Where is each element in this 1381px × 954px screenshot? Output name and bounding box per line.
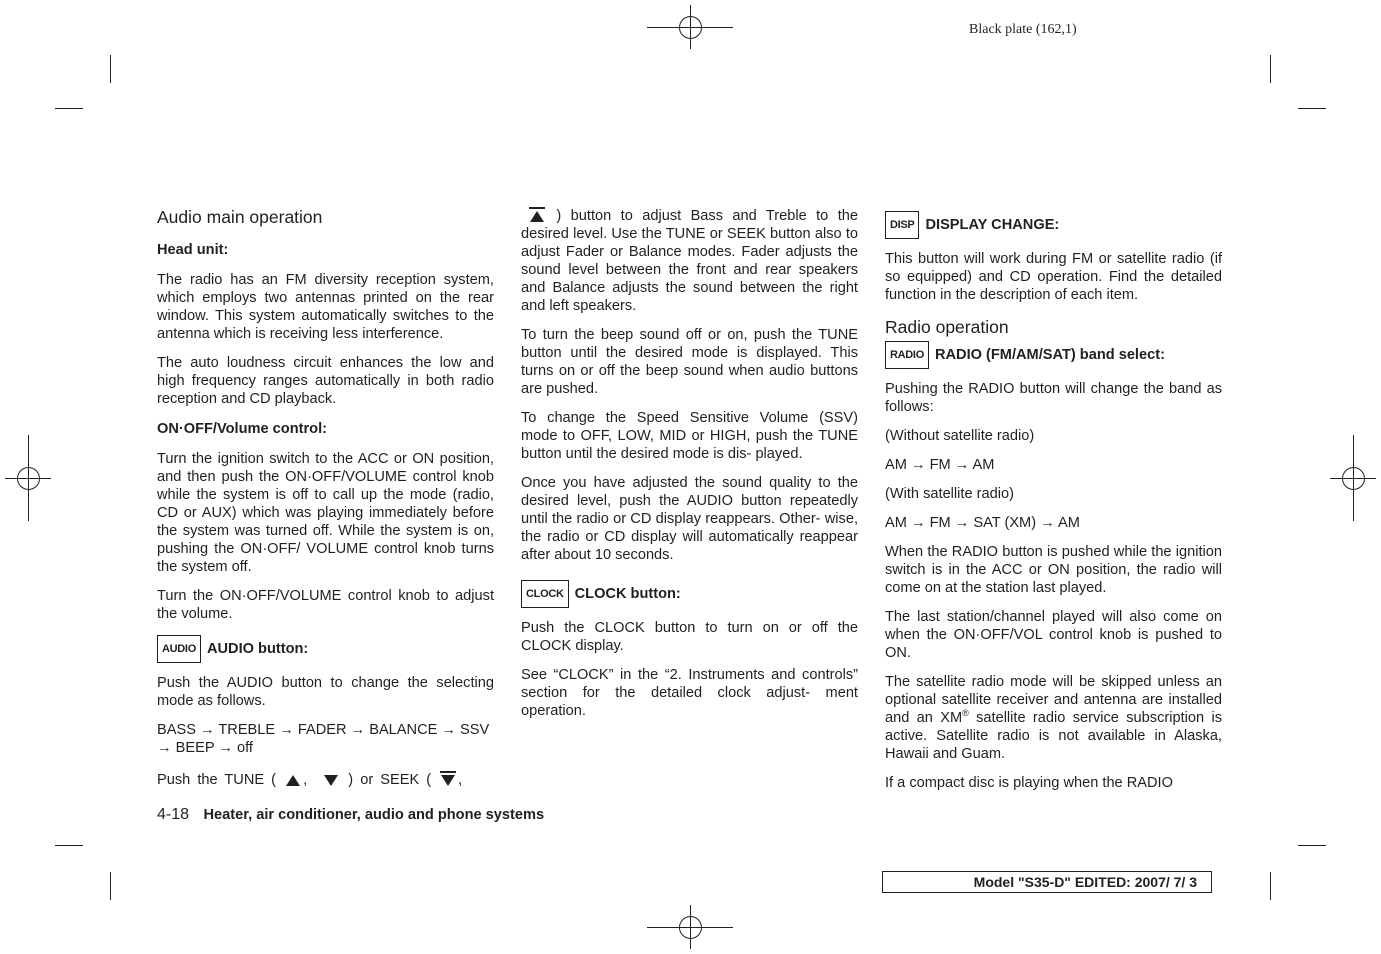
disp-button-icon: DISP — [885, 211, 919, 239]
radio-button-heading — [885, 341, 1222, 369]
paragraph: If a compact disc is playing when the RADIO — [885, 775, 1173, 791]
registered-mark: ® — [962, 708, 969, 719]
text-fragment: , — [303, 772, 308, 788]
paragraph: BASS → TREBLE → FADER → BALANCE → SSV → BEEP → off — [157, 722, 490, 756]
model-edited-box: Model "S35-D" EDITED: 2007/ 7/ 3 — [882, 871, 1212, 893]
clock-button-title: CLOCK button: — [574, 586, 681, 602]
radio-button-title: RADIO (FM/AM/SAT) band select: — [934, 347, 1165, 363]
disp-button-title: DISPLAY CHANGE: — [925, 217, 1060, 233]
subheading-onoff: ON·OFF/Volume control: — [157, 421, 327, 437]
audio-button-title: AUDIO button: — [206, 641, 309, 657]
paragraph: To turn the beep sound off or on, push the TUNE button until the desired mode is displayed. This turns on or off the beep sound when audio buttons are pushed. — [521, 327, 858, 397]
seek-up-icon — [527, 207, 547, 225]
paragraph: This button will work during FM or satellite radio (if so equipped) and CD operation. Find the detailed function in the description of each item. — [885, 251, 1222, 303]
column-1 — [157, 205, 494, 800]
disp-button-heading — [885, 211, 1222, 239]
text-fragment: The satellite radio mode will be skipped unless an optional satellite receiver and antenna are installed and an XM — [885, 674, 1222, 726]
audio-button-heading — [157, 635, 494, 663]
paragraph: When the RADIO button is pushed while the ignition switch is in the ACC or ON position, the radio will come on at the station last played. — [885, 544, 1222, 596]
page-number: 4-18 — [157, 806, 190, 823]
plate-label: Black plate (162,1) — [969, 22, 1077, 37]
section-heading-audio: Audio main operation — [157, 207, 323, 227]
paragraph: (Without satellite radio) — [885, 428, 1035, 444]
clock-button-icon: CLOCK — [521, 580, 569, 608]
text-fragment: Push the TUNE ( — [157, 772, 277, 788]
text-fragment: satellite radio service subscription is active. Satellite radio is not available in Alaska, Hawaii and Guam. — [885, 710, 1222, 762]
paragraph: AM → FM → SAT (XM) → AM — [885, 515, 1080, 531]
paragraph: Push the AUDIO button to change the selecting mode as follows. — [157, 675, 494, 709]
paragraph: The radio has an FM diversity reception system, which employs two antennas printed on the rear window. This system automatically switches to the antenna which is receiving less interference. — [157, 272, 494, 342]
text-fragment: ) button to adjust Bass and Treble to the desired level. Use the TUNE or SEEK button also to adjust Fader or Balance modes. Fader adjusts the sound level between the front and rear speakers and Balance adjusts the sound between the right and left speakers. — [521, 208, 858, 314]
section-title: Heater, air conditioner, audio and phone systems — [203, 807, 545, 823]
paragraph: The auto loudness circuit enhances the low and high frequency ranges automatically in both radio reception and CD playback. — [157, 355, 494, 407]
paragraph: To change the Speed Sensitive Volume (SSV) mode to OFF, LOW, MID or HIGH, push the TUNE button until the desired mode is dis- played. — [521, 410, 858, 462]
tune-up-icon — [286, 775, 300, 786]
seek-down-icon — [438, 771, 458, 789]
clock-button-heading — [521, 580, 858, 608]
paragraph: (With satellite radio) — [885, 486, 1014, 502]
paragraph — [885, 673, 1222, 763]
tune-down-icon — [324, 775, 338, 786]
page-footer — [157, 806, 544, 824]
text-fragment: ) or SEEK ( — [348, 772, 432, 788]
subheading-head-unit: Head unit: — [157, 242, 229, 258]
section-heading-radio: Radio operation — [885, 317, 1009, 337]
paragraph: Once you have adjusted the sound quality to the desired level, push the AUDIO button repeatedly until the radio or CD display reappears. Other- wise, the radio or CD display will automatically reappear after about 10 seconds. — [521, 475, 858, 563]
column-2 — [521, 207, 858, 731]
paragraph: Turn the ignition switch to the ACC or ON position, and then push the ON·OFF/VOLUME control knob while the system is off to call up the mode (radio, CD or AUX) which was playing immediately before the system was turned off. While the system is on, pushing the ON·OFF/ VOLUME control knob turns the system off. — [157, 451, 494, 575]
audio-button-icon: AUDIO — [157, 635, 201, 663]
tune-seek-line — [157, 771, 494, 789]
paragraph — [521, 207, 858, 315]
text-fragment: , — [458, 772, 463, 788]
paragraph: See “CLOCK” in the “2. Instruments and controls” section for the detailed clock adjust- ment operation. — [521, 667, 858, 719]
paragraph: Push the CLOCK button to turn on or off the CLOCK display. — [521, 620, 858, 654]
column-3 — [885, 211, 1222, 803]
paragraph: Turn the ON·OFF/VOLUME control knob to adjust the volume. — [157, 588, 494, 622]
paragraph: AM → FM → AM — [885, 457, 995, 473]
paragraph: Pushing the RADIO button will change the band as follows: — [885, 381, 1222, 415]
radio-button-icon: RADIO — [885, 341, 929, 369]
paragraph: The last station/channel played will also come on when the ON·OFF/VOL control knob is pushed to ON. — [885, 609, 1222, 661]
